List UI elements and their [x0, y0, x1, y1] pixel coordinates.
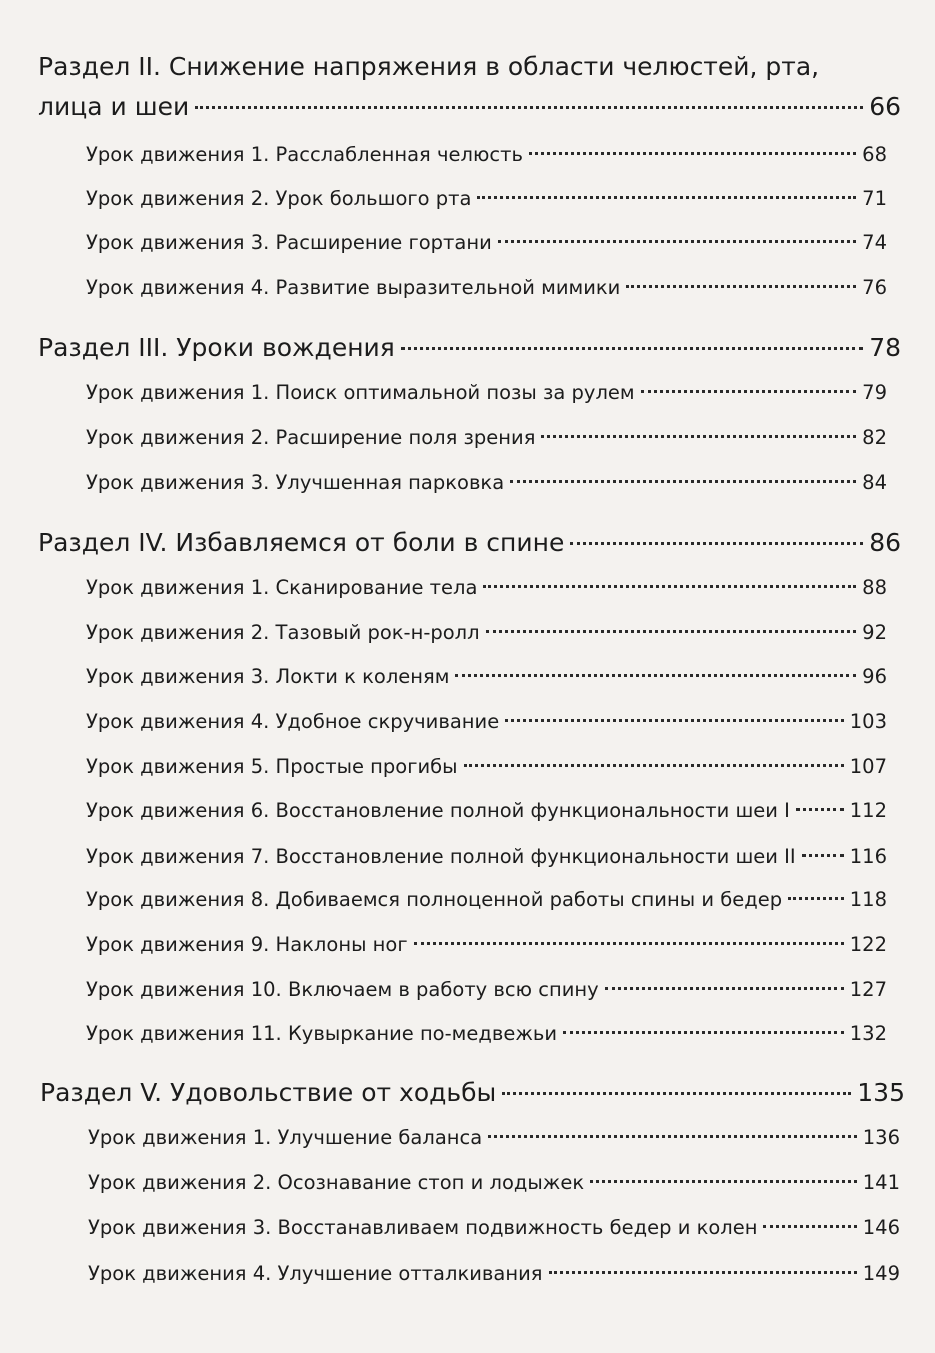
toc-lesson	[86, 845, 887, 868]
page-number: 127	[849, 978, 887, 1001]
dot-leader	[483, 585, 856, 588]
dot-leader	[401, 347, 863, 350]
lesson-title: Урок движения 4. Удобное скручивание	[86, 710, 500, 733]
toc-lesson	[86, 978, 887, 1001]
page-number: 149	[862, 1262, 900, 1285]
page-number: 74	[862, 231, 887, 254]
toc-section	[40, 1078, 905, 1107]
page-number: 103	[849, 710, 887, 733]
toc-lesson	[88, 1262, 900, 1285]
lesson-title: Урок движения 11. Кувыркание по-медвежьи	[86, 1022, 558, 1045]
page-number: 84	[862, 471, 887, 494]
toc-lesson	[88, 1216, 900, 1239]
page-number: 116	[849, 845, 887, 868]
page-number: 96	[862, 665, 887, 688]
page-number: 66	[869, 92, 901, 121]
lesson-title: Урок движения 3. Локти к коленям	[86, 665, 450, 688]
toc-lesson	[86, 755, 887, 778]
lesson-title: Урок движения 1. Поиск оптимальной позы за рулем	[86, 381, 635, 404]
page-number: 82	[862, 426, 887, 449]
lesson-title: Урок движения 3. Улучшенная парковка	[86, 471, 505, 494]
page-number: 92	[862, 621, 887, 644]
page-number: 118	[849, 888, 887, 911]
lesson-title: Урок движения 2. Осознавание стоп и лодыжек	[88, 1171, 585, 1194]
dot-leader	[590, 1180, 857, 1183]
page-number: 107	[849, 755, 887, 778]
page-number: 78	[869, 333, 901, 362]
page-number: 146	[862, 1216, 900, 1239]
toc-lesson	[86, 799, 887, 822]
lesson-title: Урок движения 2. Тазовый рок-н-ролл	[86, 621, 480, 644]
dot-leader	[788, 897, 844, 900]
page-number: 79	[862, 381, 887, 404]
page-number: 71	[862, 187, 887, 210]
page-number: 88	[862, 576, 887, 599]
dot-leader	[563, 1031, 844, 1034]
dot-leader	[796, 808, 844, 811]
dot-leader	[763, 1225, 856, 1228]
toc-lesson	[86, 426, 887, 449]
toc-lesson	[86, 1022, 887, 1045]
lesson-title: Урок движения 1. Сканирование тела	[86, 576, 478, 599]
dot-leader	[510, 480, 856, 483]
section-title: Раздел IV. Избавляемся от боли в спине	[38, 528, 565, 557]
lesson-title: Урок движения 5. Простые прогибы	[86, 755, 458, 778]
toc-lesson	[88, 1126, 900, 1149]
toc-lesson	[86, 665, 887, 688]
page-number: 122	[849, 933, 887, 956]
section-title-line2: лица и шеи	[38, 92, 190, 121]
page-number: 68	[862, 143, 887, 166]
dot-leader	[641, 390, 857, 393]
dot-leader	[541, 435, 856, 438]
dot-leader	[502, 1092, 851, 1095]
lesson-title: Урок движения 9. Наклоны ног	[86, 933, 408, 956]
dot-leader	[498, 240, 856, 243]
toc-lesson	[88, 1171, 900, 1194]
toc-lesson	[86, 933, 887, 956]
toc-lesson	[86, 888, 887, 911]
lesson-title: Урок движения 4. Улучшение отталкивания	[88, 1262, 543, 1285]
lesson-title: Урок движения 8. Добиваемся полноценной работы спины и бедер	[86, 888, 783, 911]
lesson-title: Урок движения 3. Расширение гортани	[86, 231, 492, 254]
dot-leader	[570, 542, 863, 545]
dot-leader	[529, 152, 856, 155]
toc-section	[38, 528, 901, 557]
dot-leader	[477, 196, 856, 199]
lesson-title: Урок движения 4. Развитие выразительной мимики	[86, 276, 621, 299]
dot-leader	[488, 1135, 857, 1138]
dot-leader	[464, 764, 844, 767]
dot-leader	[195, 106, 863, 109]
lesson-title: Урок движения 3. Восстанавливаем подвижность бедер и колен	[88, 1216, 758, 1239]
page-number: 136	[862, 1126, 900, 1149]
dot-leader	[549, 1271, 857, 1274]
toc-lesson	[86, 576, 887, 599]
dot-leader	[802, 854, 844, 857]
page-number: 132	[849, 1022, 887, 1045]
lesson-title: Урок движения 6. Восстановление полной функциональности шеи I	[86, 799, 790, 822]
lesson-title: Урок движения 1. Улучшение баланса	[88, 1126, 483, 1149]
section-title: Раздел V. Удовольствие от ходьбы	[40, 1078, 497, 1107]
toc-section	[38, 92, 901, 121]
lesson-title: Урок движения 10. Включаем в работу всю спину	[86, 978, 599, 1001]
page-number: 135	[857, 1078, 905, 1107]
page-number: 112	[849, 799, 887, 822]
dot-leader	[455, 674, 856, 677]
toc-lesson	[86, 231, 887, 254]
page-number: 141	[862, 1171, 900, 1194]
dot-leader	[605, 987, 844, 990]
toc-lesson	[86, 143, 887, 166]
toc-lesson	[86, 381, 887, 404]
toc-lesson	[86, 621, 887, 644]
toc-lesson	[86, 276, 887, 299]
toc-lesson	[86, 187, 887, 210]
dot-leader	[626, 285, 856, 288]
dot-leader	[414, 942, 844, 945]
lesson-title: Урок движения 7. Восстановление полной функциональности шеи II	[86, 845, 796, 868]
section-title-line1: Раздел II. Снижение напряжения в области челюстей, рта,	[38, 52, 820, 81]
lesson-title: Урок движения 2. Расширение поля зрения	[86, 426, 536, 449]
toc-section	[38, 333, 901, 362]
toc-lesson	[86, 471, 887, 494]
page-number: 86	[869, 528, 901, 557]
dot-leader	[486, 630, 857, 633]
page-number: 76	[862, 276, 887, 299]
dot-leader	[505, 719, 844, 722]
lesson-title: Урок движения 1. Расслабленная челюсть	[86, 143, 523, 166]
section-title: Раздел III. Уроки вождения	[38, 333, 395, 362]
toc-lesson	[86, 710, 887, 733]
lesson-title: Урок движения 2. Урок большого рта	[86, 187, 472, 210]
